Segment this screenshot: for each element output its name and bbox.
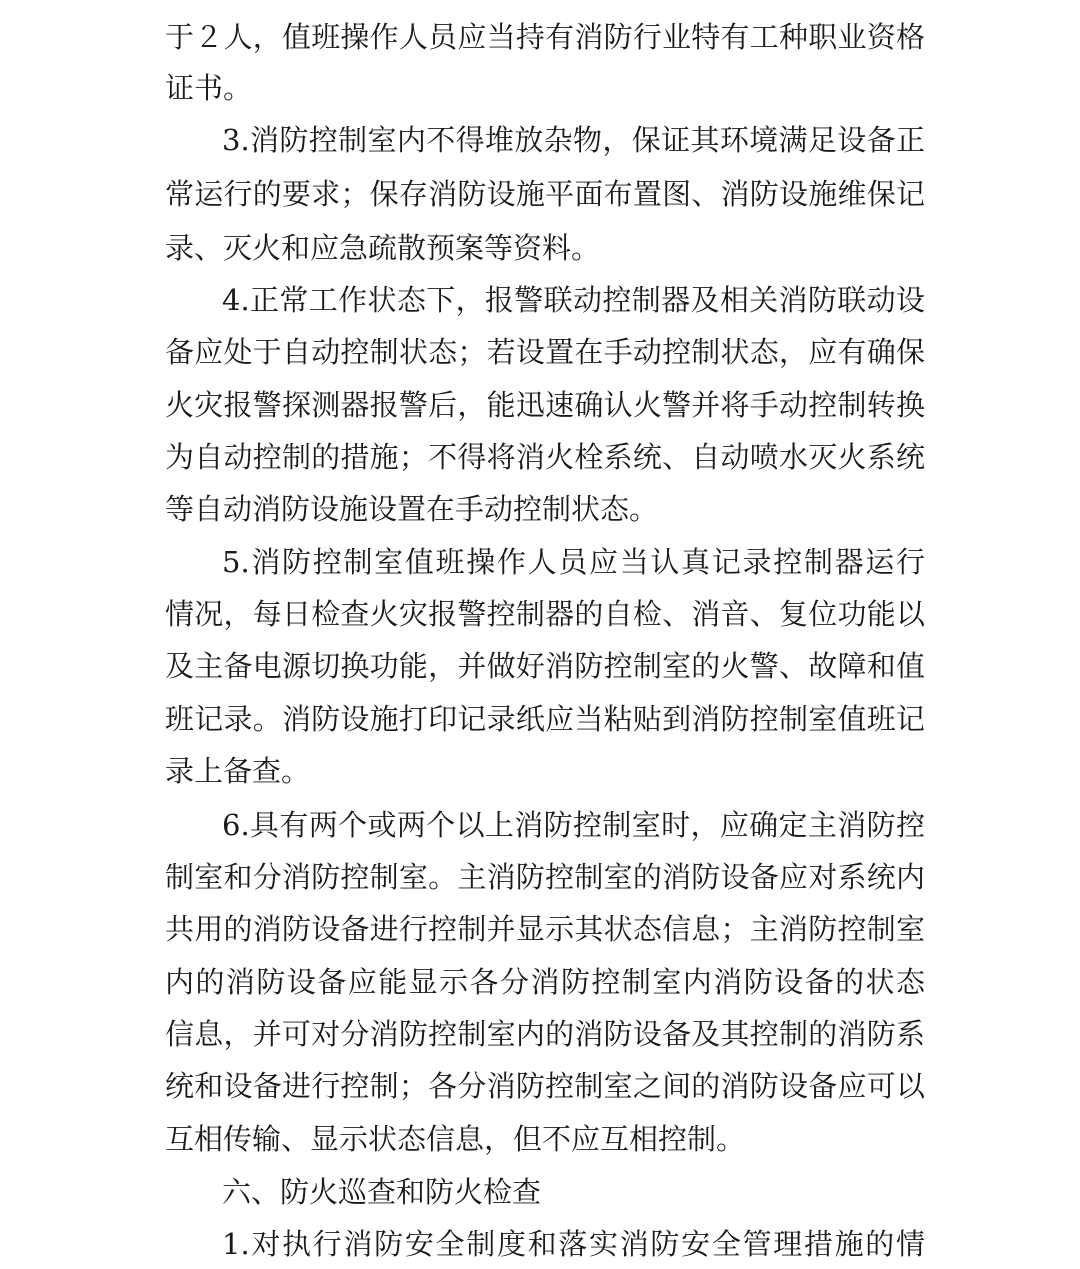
paragraph-4-start: 4.正常工作状态下，报警联动控制器及相关消防联动设 [222,283,925,317]
text-line: 互相传输、显示状态信息，但不应互相控制。 [165,1122,746,1156]
text-line: 常运行的要求；保存消防设施平面布置图、消防设施维保记 [165,177,925,211]
text-line: 录、灭火和应急疏散预案等资料。 [165,231,601,265]
text-line: 于２人，值班操作人员应当持有消防行业特有工种职业资格 [165,20,925,54]
text-line: 火灾报警探测器报警后，能迅速确认火警并将手动控制转换 [165,388,925,422]
paragraph-6-start: 6.具有两个或两个以上消防控制室时，应确定主消防控 [222,808,925,842]
text-line: 制室和分消防控制室。主消防控制室的消防设备应对系统内 [165,860,925,894]
paragraph-3-start: 3.消防控制室内不得堆放杂物，保证其环境满足设备正 [222,123,925,157]
text-line: 备应处于自动控制状态；若设置在手动控制状态，应有确保 [165,335,925,369]
text-line: 共用的消防设备进行控制并显示其状态信息；主消防控制室 [165,912,925,946]
section-heading: 六、防火巡查和防火检查 [222,1175,542,1209]
text-line: 为自动控制的措施；不得将消火栓系统、自动喷水灭火系统 [165,440,925,474]
text-line: 证书。 [165,71,253,105]
text-line: 内的消防设备应能显示各分消防控制室内消防设备的状态 [165,965,925,999]
paragraph-7-start: 1.对执行消防安全制度和落实消防安全管理措施的情 [222,1227,925,1261]
text-line: 及主备电源切换功能，并做好消防控制室的火警、故障和值 [165,649,925,683]
text-line: 统和设备进行控制；各分消防控制室之间的消防设备应可以 [165,1069,925,1103]
text-line: 等自动消防设施设置在手动控制状态。 [165,492,659,526]
text-line: 情况，每日检查火灾报警控制器的自检、消音、复位功能以 [165,597,925,631]
text-line: 班记录。消防设施打印记录纸应当粘贴到消防控制室值班记 [165,702,925,736]
text-line: 信息，并可对分消防控制室内的消防设备及其控制的消防系 [165,1017,925,1051]
text-line: 录上备查。 [165,754,311,788]
paragraph-5-start: 5.消防控制室值班操作人员应当认真记录控制器运行 [222,545,925,579]
